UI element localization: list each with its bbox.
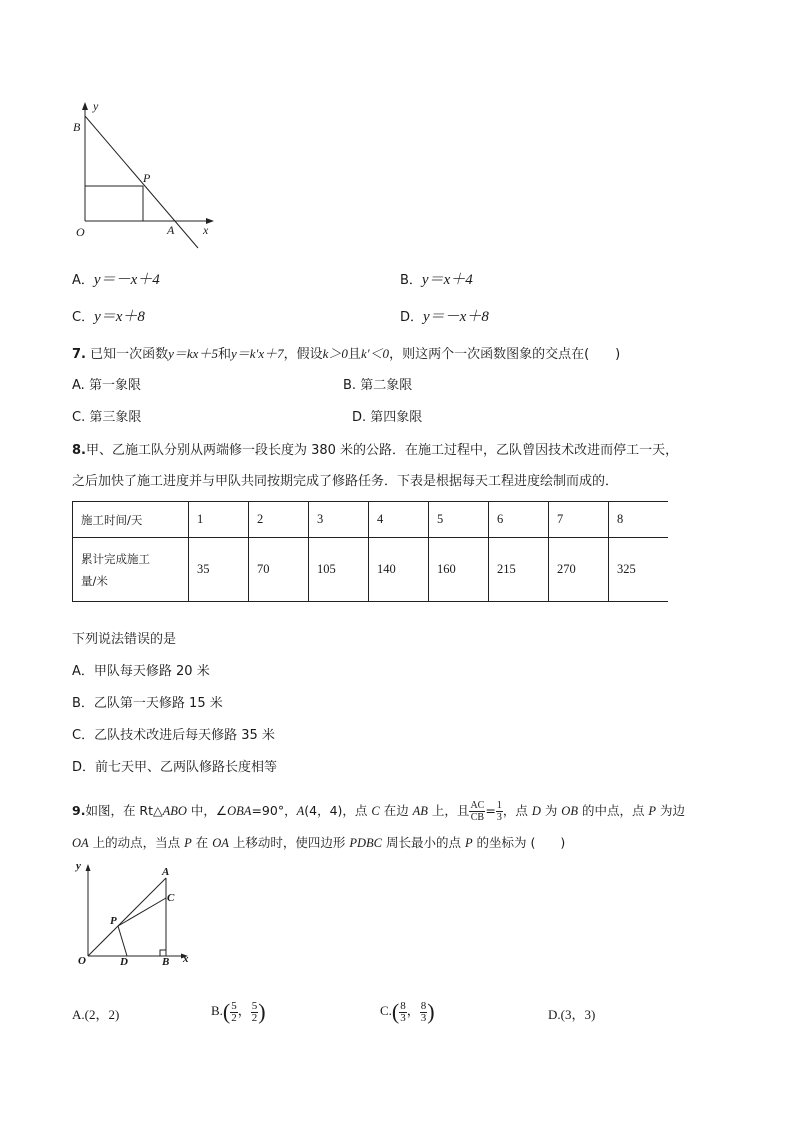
table-cell: 105 [309, 538, 369, 602]
option-letter: A． [72, 664, 94, 679]
q6-option-c[interactable] [72, 307, 145, 328]
q6-option-d[interactable] [400, 307, 489, 328]
q7-formula-1: y＝kx＋5 [168, 346, 218, 361]
q8-text: 甲、乙施工队分别从两端修一段长度为 380 米的公路．在施工过程中，乙队曾因技术改进而停工一天， [85, 443, 679, 458]
fraction-numerator: 8 [400, 999, 406, 1012]
fig1-x-label: x [203, 223, 209, 237]
option-expr: y＝－x＋4 [93, 272, 160, 288]
option-letter: C． [72, 310, 95, 325]
q9-var: PDBC [349, 836, 382, 850]
q9-var: OA [212, 836, 229, 850]
q9-text: 上移动时，使四边形 [228, 835, 350, 850]
table-cell: 215 [489, 538, 549, 602]
q9-var: D [531, 804, 541, 818]
q7-text: 且 [347, 347, 361, 362]
fraction-numerator: 1 [496, 800, 502, 811]
fig2-a-label: A [162, 866, 170, 878]
table-row [73, 502, 669, 538]
fraction-one-third [496, 800, 503, 823]
option-letter: D. [352, 410, 367, 425]
q9-var: P [464, 836, 473, 850]
fraction-denominator: 2 [231, 1011, 237, 1024]
right-paren: ) [258, 999, 266, 1025]
table-cell: 6 [489, 502, 549, 538]
option-expr: y＝－x＋8 [423, 309, 489, 325]
fig2-y-label: y [76, 860, 81, 872]
q6-option-b[interactable] [400, 270, 473, 291]
q7-text: ，假设 [283, 347, 323, 362]
fig2-x-label: x [183, 953, 189, 965]
q8-stem-line-2 [72, 472, 618, 492]
option-text: 第一象限 [88, 378, 141, 393]
q6-option-a[interactable] [72, 270, 160, 291]
q7-text: 和 [217, 347, 231, 362]
right-paren: ) [427, 999, 435, 1025]
q9-text: 的坐标为 ( ) [472, 835, 566, 850]
q9-text: 中，∠ [186, 803, 228, 818]
option-letter: A. [72, 378, 85, 393]
q9-option-c[interactable] [380, 996, 435, 1027]
question-number: 8. [72, 443, 86, 458]
option-letter: B． [400, 273, 422, 288]
q9-var: OA [72, 836, 89, 850]
q9-stem-line-1 [72, 800, 685, 823]
table-cell: 7 [549, 502, 609, 538]
q9-text: 周长最小的点 [381, 835, 465, 850]
option-text: 第二象限 [360, 378, 413, 393]
comma: ， [237, 1003, 251, 1018]
fig2-o-label: O [78, 955, 86, 967]
q8-question: 下列说法错误的是 [72, 632, 177, 647]
q7-text: 已知一次函数 [90, 347, 169, 362]
option-letter: B． [72, 696, 94, 711]
fraction-denominator: 2 [251, 1011, 258, 1024]
segment-pd [118, 926, 127, 956]
q9-option-d[interactable]: D.(3，3) [548, 1007, 596, 1022]
fig2-c-label: C [167, 892, 175, 904]
header-line: 量/米 [81, 573, 108, 588]
table-cell: 35 [189, 538, 249, 602]
table-cell: 160 [429, 538, 489, 602]
comma: ， [406, 1003, 420, 1018]
option-text: 乙队技术改进后每天修路 35 米 [94, 728, 275, 743]
left-paren: ( [391, 999, 400, 1025]
option-letter: B. [343, 378, 357, 393]
table-header-days: 施工时间/天 [73, 502, 189, 538]
fraction-denominator: 3 [420, 1011, 427, 1024]
option-expr: y＝x＋4 [421, 272, 473, 288]
equals-sign: = [485, 803, 496, 818]
q9-var: OBA [227, 804, 252, 818]
q9-text: 的中点，点 [577, 803, 649, 818]
option-expr: y＝x＋8 [94, 309, 145, 325]
q7-condition-2: k′＜0 [360, 346, 390, 361]
fig2-p-label: P [110, 915, 117, 927]
q9-var: P [648, 804, 657, 818]
q8-option-d[interactable] [72, 758, 277, 778]
table-cell: 5 [429, 502, 489, 538]
option-letter: D． [72, 760, 96, 775]
q9-var: ABO [162, 804, 187, 818]
table-header-amount [73, 538, 189, 602]
fraction-numerator: AC [470, 800, 485, 811]
fraction-numerator: 5 [231, 999, 237, 1012]
figure-triangle [70, 858, 200, 973]
option-letter: D． [400, 310, 424, 325]
q7-formula-2: y＝k′x＋7 [230, 346, 284, 361]
option-letter: C. [380, 1003, 392, 1018]
q9-text: 为边 [656, 803, 686, 818]
table-cell: 8 [609, 502, 669, 538]
table-cell: 325 [609, 538, 669, 602]
q9-stem-line-2 [72, 833, 565, 853]
option-letter: A． [72, 273, 94, 288]
q8-text: 之后加快了施工进度并与甲队共同按期完成了修路任务．下表是根据每天工程进度绘制而成的． [72, 474, 619, 489]
q9-text: ，点 [502, 803, 532, 818]
q7-stem [72, 344, 620, 365]
option-text: 第三象限 [89, 410, 142, 425]
q7-option-b[interactable] [343, 376, 412, 396]
option-letter: B. [211, 1003, 223, 1018]
q7-condition-1: k＞0 [322, 346, 348, 361]
option-text: 前七天甲、乙两队修路长度相等 [95, 760, 278, 775]
option-text: 乙队第一天修路 15 米 [93, 696, 223, 711]
q9-var: A [296, 804, 305, 818]
q9-var: AB [412, 804, 428, 818]
q8-option-c[interactable] [72, 726, 275, 746]
q9-text: (4，4)，点 [304, 803, 372, 818]
q7-option-a[interactable] [72, 376, 141, 396]
table-row [73, 538, 669, 602]
question-number: 9. [72, 803, 86, 818]
q9-text: =90°， [251, 803, 297, 818]
table-cell: 2 [249, 502, 309, 538]
table-cell: 70 [249, 538, 309, 602]
option-letter: C． [72, 728, 95, 743]
option-letter: C. [72, 410, 86, 425]
table-cell: 140 [369, 538, 429, 602]
fig2-d-label: D [120, 956, 128, 968]
q9-var: C [371, 804, 380, 818]
progress-table [72, 501, 668, 602]
fig1-a-label: A [167, 223, 175, 237]
fig1-p-label: P [143, 171, 151, 185]
segment-oa [88, 878, 166, 956]
q8-stem-line-1 [72, 441, 678, 461]
q9-text: 如图，在 Rt△ [85, 803, 163, 818]
q9-text: 为 [540, 803, 562, 818]
q9-var: OB [561, 804, 578, 818]
table-cell: 3 [309, 502, 369, 538]
header-line: 累计完成施工 [81, 551, 150, 566]
fraction-denominator: CB [470, 812, 485, 823]
q8-option-b[interactable] [72, 694, 223, 714]
rectangle-p [85, 186, 143, 221]
fraction-denominator: 3 [400, 1011, 406, 1024]
fraction-ac-cb [469, 800, 485, 823]
fraction [230, 1001, 238, 1024]
fraction-numerator: 8 [420, 999, 427, 1012]
line-ab [85, 116, 198, 248]
table-cell: 270 [549, 538, 609, 602]
option-text: 甲队每天修路 20 米 [93, 664, 210, 679]
q7-option-c[interactable] [72, 408, 141, 428]
question-number: 7. [72, 347, 86, 362]
q9-text: 在 [191, 835, 213, 850]
fig2-b-label: B [162, 956, 170, 968]
fraction [399, 1001, 407, 1024]
q9-text: 在边 [379, 803, 413, 818]
q9-text: 上，且 [427, 803, 470, 818]
y-axis-arrow [86, 864, 91, 871]
fraction-numerator: 5 [251, 999, 258, 1012]
q9-option-a[interactable]: A.(2，2) [72, 1007, 120, 1022]
q9-option-b[interactable] [211, 996, 266, 1027]
q8-option-a[interactable] [72, 662, 210, 682]
q9-text: 上的动点，当点 [88, 835, 185, 850]
option-text: 第四象限 [370, 410, 423, 425]
left-paren: ( [222, 999, 231, 1025]
table-cell: 1 [189, 502, 249, 538]
fraction-denominator: 3 [496, 812, 502, 823]
fig1-y-label: y [93, 99, 99, 113]
q7-text: ，则这两个一次函数图象的交点在( ) [389, 347, 621, 362]
fig1-o-label: O [76, 225, 85, 239]
table-cell: 4 [369, 502, 429, 538]
y-axis-arrow [82, 102, 88, 110]
fig1-b-label: B [73, 120, 81, 134]
q9-var: P [184, 836, 192, 850]
q7-option-d[interactable] [352, 408, 422, 428]
